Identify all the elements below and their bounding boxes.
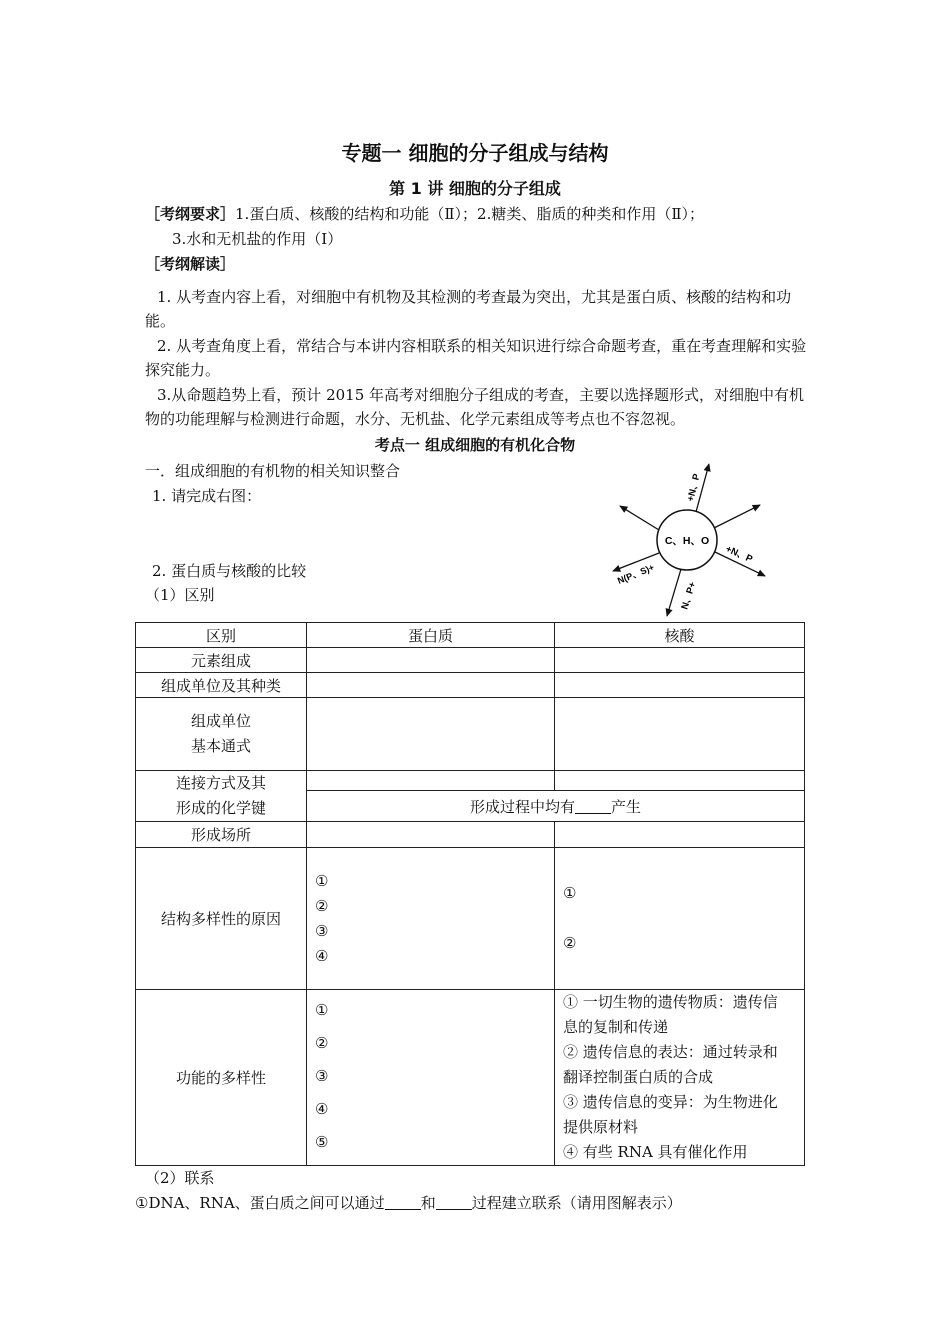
section-heading: 考点一 组成细胞的有机化合物: [374, 436, 576, 454]
requirements-line-2: 3.水和无机盐的作用（Ⅰ）: [172, 230, 343, 248]
question-2a: （1）区别: [145, 586, 215, 604]
blank-cell: [307, 648, 555, 673]
fill-blank: [385, 1195, 421, 1210]
fill-blank: [575, 799, 611, 814]
relation-heading: （2）联系: [145, 1169, 215, 1187]
blank-cell: [555, 698, 805, 771]
interpretation-label: ［考纲解读］: [145, 255, 236, 273]
interpretation-p1: 1. 从考查内容上看，对细胞中有机物及其检测的考查最为突出，尤其是蛋白质、核酸的结构和功能。: [145, 288, 792, 330]
blank-cell: [555, 822, 805, 848]
interpretation-p2: 2. 从考查角度上看，常结合与本讲内容相联系的相关知识进行综合命题考查，重在考查理解和实验探究能力。: [145, 337, 807, 379]
row-label: 形成场所: [136, 822, 307, 848]
label-top: +N、P: [685, 472, 703, 503]
table-row: [136, 822, 805, 848]
blank-cell: [307, 822, 555, 848]
table-row: [136, 848, 805, 990]
blank-cell: [555, 771, 805, 791]
nucleic-diversity-cell: ① ②: [555, 848, 805, 990]
header-cell: 核酸: [555, 623, 805, 648]
protein-diversity-cell: ① ② ③ ④: [307, 848, 555, 990]
label-left: N(P、S)+: [616, 562, 656, 586]
table-row: [136, 698, 805, 771]
nucleic-function-cell: ① 一切生物的遗传物质：遗传信 息的复制和传递 ② 遗传信息的表达：通过转录和 翻译控制蛋白质的合成 ③ 遗传信息的变异：为生物进化 提供原材料 ④ 有些 RNA 具有催化作用: [555, 990, 805, 1166]
center-label: C、H、O: [664, 535, 710, 547]
blank-cell: [307, 673, 555, 698]
page-title: 专题一 细胞的分子组成与结构: [341, 141, 609, 165]
row-label: 组成单位 基本通式: [136, 698, 307, 771]
header-cell: 区别: [136, 623, 307, 648]
table-row: [136, 990, 805, 1166]
arrow-right: [714, 505, 760, 528]
label-right: +N、P: [723, 543, 755, 566]
question-1: 1. 请完成右图：: [152, 487, 262, 505]
lesson-title: 第 1 讲 细胞的分子组成: [389, 179, 561, 198]
label-bottom: N、P+: [679, 580, 699, 611]
row-label: 连接方式及其 形成的化学键: [136, 771, 307, 822]
blank-cell: [555, 673, 805, 698]
blank-cell: [555, 648, 805, 673]
question-2: 2. 蛋白质与核酸的比较: [152, 562, 307, 580]
link-note: 形成过程中均有 产生: [307, 791, 805, 822]
table-row: [136, 771, 805, 791]
arrow-down: [667, 569, 681, 616]
blank-cell: [307, 771, 555, 791]
relation-line: ①DNA、RNA、蛋白质之间可以通过 和 过程建立联系（请用图解表示）: [135, 1194, 682, 1212]
table-row: [136, 648, 805, 673]
table-row: [136, 673, 805, 698]
row-label: 结构多样性的原因: [136, 848, 307, 990]
element-diagram: [605, 458, 780, 618]
requirements-line-1: ［考纲要求］1.蛋白质、核酸的结构和功能（Ⅱ）；2.糖类、脂质的种类和作用（Ⅱ）；: [145, 205, 705, 223]
subsection-heading: 一．组成细胞的有机物的相关知识整合: [145, 462, 401, 480]
table-header-row: [136, 623, 805, 648]
interpretation-p3: 3.从命题趋势上看，预计 2015 年高考对细胞分子组成的考查，主要以选择题形式，对细胞中有机物的功能理解与检测进行命题，水分、无机盐、化学元素组成等考点也不容忽视。: [145, 386, 805, 428]
row-label: 组成单位及其种类: [136, 673, 307, 698]
row-label: 元素组成: [136, 648, 307, 673]
row-label: 功能的多样性: [136, 990, 307, 1166]
header-cell: 蛋白质: [307, 623, 555, 648]
protein-function-cell: ① ② ③ ④ ⑤: [307, 990, 555, 1166]
comparison-table: [135, 622, 805, 1166]
requirements-label: ［考纲要求］: [145, 205, 236, 223]
fill-blank: [436, 1195, 472, 1210]
arrow-upper-left: [620, 506, 659, 530]
blank-cell: [307, 698, 555, 771]
